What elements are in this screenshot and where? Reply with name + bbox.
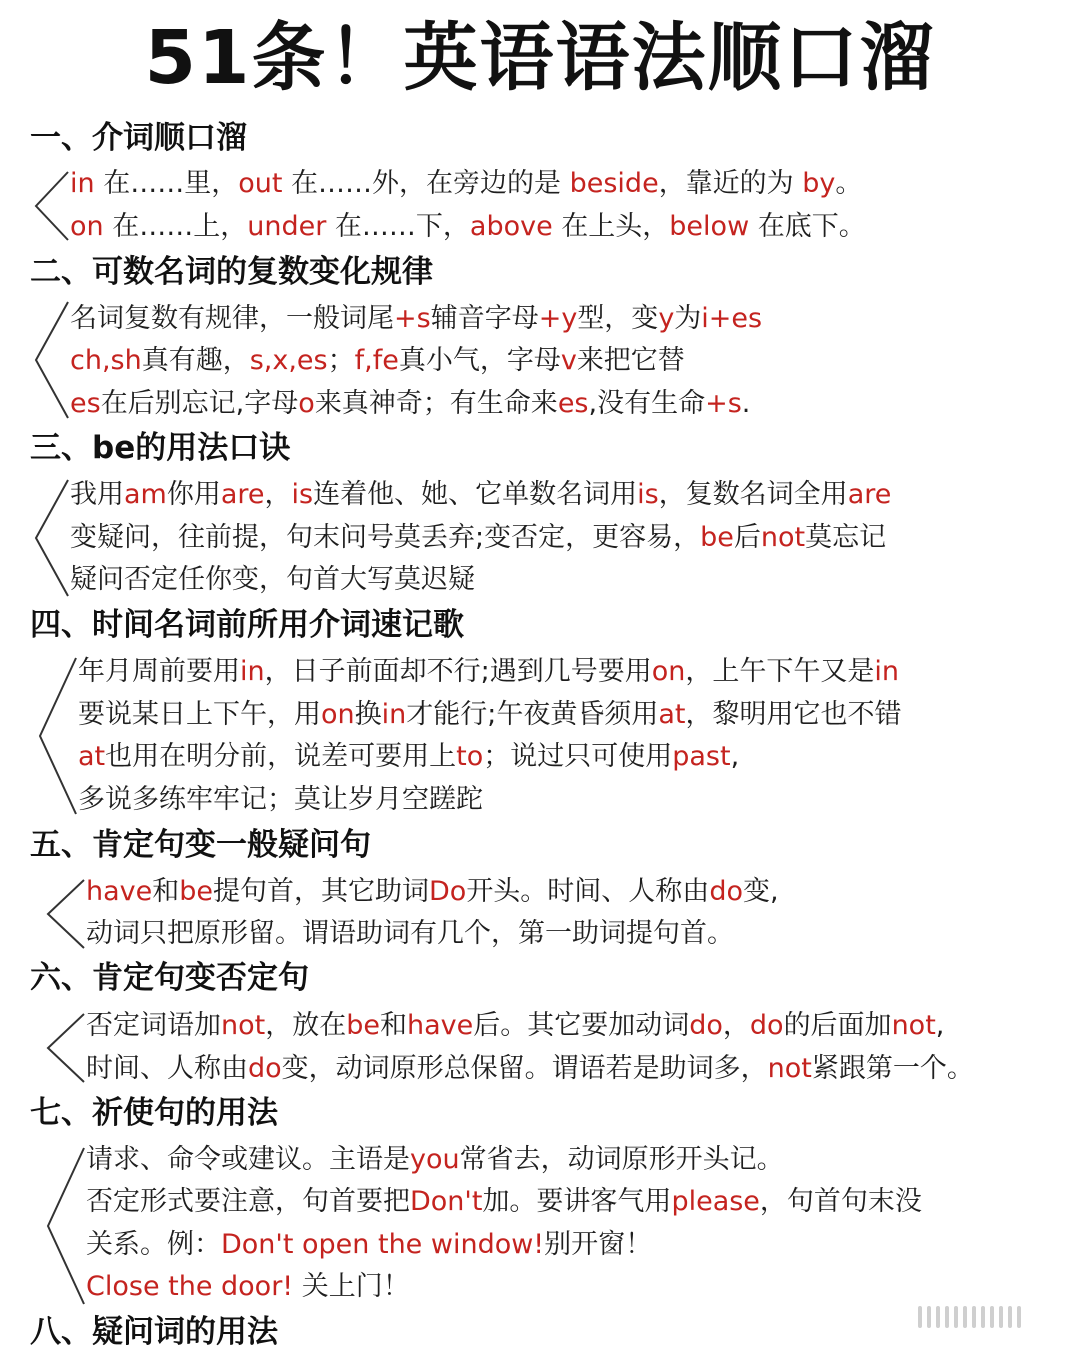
text-segment: ,没有生命: [588, 388, 706, 419]
section-heading: 一、介词顺口溜: [30, 120, 247, 156]
text-segment: 加。要讲客气用: [482, 1186, 672, 1217]
text-segment: 换: [354, 699, 382, 730]
text-segment: 和: [379, 1010, 407, 1041]
highlight-term: at: [658, 699, 686, 730]
page-title: 51条！英语语法顺口溜: [144, 15, 936, 101]
text-segment: 来把它替: [576, 345, 685, 376]
text-segment: 也用在明分前，说差可要用上: [105, 741, 457, 772]
text-line: [86, 914, 734, 954]
text-segment: 否定形式要注意，句首要把: [86, 1186, 410, 1217]
text-segment: 动词只把原形留。谓语助词有几个，第一助词提句首。: [86, 918, 734, 949]
text-segment: 你用: [166, 479, 221, 510]
highlight-term: to: [456, 741, 484, 772]
text-segment: 开头。时间、人称由: [466, 876, 710, 907]
text-segment: 在……上，: [103, 211, 248, 242]
text-line: [78, 780, 483, 820]
text-segment: 我用: [70, 479, 124, 510]
text-segment: ，上午下午又是: [685, 656, 875, 687]
highlight-term: be: [179, 876, 213, 907]
text-segment: ；说过只可使用: [483, 741, 673, 772]
bracket-icon: [42, 1012, 88, 1084]
highlight-term: o: [298, 388, 315, 419]
text-segment: 在……里，: [94, 168, 239, 199]
text-segment: .: [741, 388, 751, 419]
bracket-icon: [42, 1146, 88, 1306]
highlight-term: is: [291, 479, 314, 510]
text-line: [86, 1267, 410, 1307]
highlight-term: do: [689, 1010, 723, 1041]
text-segment: 。: [835, 168, 863, 199]
text-segment: 的后面加: [783, 1010, 892, 1041]
highlight-term: am: [124, 479, 167, 510]
highlight-term: out: [238, 168, 283, 199]
highlight-term: +s: [394, 303, 431, 334]
text-line: [70, 384, 750, 424]
highlight-term: not: [221, 1010, 266, 1041]
text-segment: 辅音字母: [430, 303, 539, 334]
highlight-term: by: [802, 168, 836, 199]
text-line: [70, 299, 762, 339]
highlight-term: i+es: [701, 303, 763, 334]
text-segment: 请求、命令或建议。主语是: [86, 1144, 410, 1175]
text-segment: 否定词语加: [86, 1010, 221, 1041]
highlight-term: you: [410, 1144, 460, 1175]
text-segment: ，: [264, 479, 292, 510]
highlight-term: Don't: [410, 1186, 483, 1217]
text-segment: 关上门！: [293, 1271, 410, 1302]
highlight-term: at: [78, 741, 106, 772]
text-segment: ，靠近的为: [658, 168, 803, 199]
text-segment: 关系。例：: [86, 1229, 221, 1260]
text-segment: 变,: [742, 876, 779, 907]
text-line: [86, 872, 779, 912]
text-line: [86, 1140, 784, 1180]
highlight-term: is: [637, 479, 659, 510]
text-segment: 名词复数有规律，一般词尾: [70, 303, 394, 334]
text-segment: ；: [327, 345, 355, 376]
highlight-term: are: [847, 479, 892, 510]
section-heading: 六、肯定句变否定句: [30, 960, 309, 996]
section-heading: 五、肯定句变一般疑问句: [30, 827, 371, 863]
text-segment: 紧跟第一个。: [811, 1053, 974, 1084]
text-segment: 才能行;午夜黄昏须用: [406, 699, 659, 730]
text-line: [70, 341, 685, 381]
text-segment: 时间、人称由: [86, 1053, 248, 1084]
text-line: [70, 518, 886, 558]
text-segment: 真小气，字母: [398, 345, 561, 376]
text-segment: 在上头，: [552, 211, 670, 242]
text-segment: 多说多练牢牢记；莫让岁月空蹉跎: [78, 784, 483, 815]
highlight-term: not: [767, 1053, 812, 1084]
highlight-term: y: [658, 303, 675, 334]
section-heading: 二、可数名词的复数变化规律: [30, 254, 433, 290]
highlight-term: be: [346, 1010, 380, 1041]
highlight-term: on: [651, 656, 686, 687]
text-line: [78, 737, 739, 777]
text-line: [70, 475, 891, 515]
highlight-term: above: [469, 211, 553, 242]
highlight-term: s,x,es: [249, 345, 328, 376]
text-segment: 后: [733, 522, 761, 553]
text-segment: 连着他、她、它单数名词用: [313, 479, 638, 510]
text-segment: 变疑问，往前提，句末问号莫丢弃;变否定，更容易，: [70, 522, 701, 553]
highlight-term: on: [321, 699, 355, 730]
highlight-term: beside: [569, 168, 659, 199]
text-line: [78, 695, 902, 735]
section-heading: 四、时间名词前所用介词速记歌: [30, 607, 464, 643]
section-heading: 三、be的用法口诀: [30, 430, 291, 466]
highlight-term: ch,sh: [70, 345, 142, 376]
text-segment: 在……下，: [326, 211, 470, 242]
highlight-term: past: [672, 741, 731, 772]
section-heading: 八、疑问词的用法: [30, 1314, 278, 1350]
text-line: [70, 164, 862, 204]
highlight-term: f,fe: [354, 345, 399, 376]
text-segment: 真有趣，: [141, 345, 250, 376]
text-segment: ,: [730, 741, 740, 772]
text-line: [86, 1182, 922, 1222]
highlight-term: have: [406, 1010, 474, 1041]
text-line: [86, 1049, 974, 1089]
text-segment: 为: [674, 303, 702, 334]
highlight-term: in: [874, 656, 899, 687]
text-segment: 年月周前要用: [78, 656, 240, 687]
highlight-term: v: [560, 345, 577, 376]
highlight-term: in: [70, 168, 95, 199]
text-segment: ，: [722, 1010, 750, 1041]
highlight-term: +s: [705, 388, 742, 419]
text-line: [86, 1225, 652, 1265]
text-segment: 和: [152, 876, 180, 907]
bracket-icon: [42, 878, 88, 950]
highlight-term: Don't open the window!: [221, 1229, 545, 1260]
text-segment: 别开窗！: [544, 1229, 653, 1260]
highlight-term: please: [671, 1186, 760, 1217]
text-line: [86, 1006, 944, 1046]
highlight-term: are: [220, 479, 265, 510]
text-segment: 后。其它要加动词: [473, 1010, 690, 1041]
text-segment: ，放在: [265, 1010, 347, 1041]
text-segment: 疑问否定任你变，句首大写莫迟疑: [70, 564, 475, 595]
highlight-term: do: [709, 876, 743, 907]
highlight-term: not: [891, 1010, 936, 1041]
highlight-term: es: [70, 388, 101, 419]
text-segment: 来真神奇；有生命来: [314, 388, 558, 419]
text-segment: 要说某日上下午，用: [78, 699, 321, 730]
highlight-term: on: [70, 211, 104, 242]
bracket-icon: [30, 478, 72, 598]
watermark-icon: [918, 1306, 1058, 1336]
text-segment: ，日子前面却不行;遇到几号要用: [264, 656, 652, 687]
text-segment: 在后别忘记,字母: [100, 388, 299, 419]
text-line: [70, 207, 866, 247]
highlight-term: have: [86, 876, 153, 907]
bracket-icon: [30, 170, 72, 242]
text-segment: 在底下。: [749, 211, 866, 242]
highlight-term: under: [247, 211, 327, 242]
bracket-icon: [34, 656, 80, 816]
highlight-term: do: [248, 1053, 282, 1084]
text-segment: 莫忘记: [805, 522, 887, 553]
text-segment: 在……外，在旁边的是: [282, 168, 570, 199]
text-line: [78, 652, 899, 692]
highlight-term: do: [749, 1010, 784, 1041]
highlight-term: in: [381, 699, 407, 730]
highlight-term: Do: [429, 876, 467, 907]
highlight-term: Close the door!: [86, 1271, 294, 1302]
text-segment: 型，变: [577, 303, 659, 334]
text-segment: 提句首，其它助词: [213, 876, 429, 907]
bracket-icon: [30, 300, 72, 420]
text-segment: 常省去，动词原形开头记。: [459, 1144, 784, 1175]
text-segment: ,: [935, 1010, 945, 1041]
highlight-term: be: [700, 522, 734, 553]
text-segment: 变，动词原形总保留。谓语若是助词多，: [281, 1053, 768, 1084]
highlight-term: +y: [538, 303, 578, 334]
highlight-term: in: [240, 656, 265, 687]
text-segment: ，句首句末没: [759, 1186, 922, 1217]
section-heading: 七、祈使句的用法: [30, 1095, 278, 1131]
highlight-term: not: [760, 522, 806, 553]
highlight-term: below: [669, 211, 750, 242]
text-line: [70, 560, 475, 600]
highlight-term: es: [557, 388, 589, 419]
text-segment: ，复数名词全用: [658, 479, 848, 510]
text-segment: ，黎明用它也不错: [685, 699, 902, 730]
